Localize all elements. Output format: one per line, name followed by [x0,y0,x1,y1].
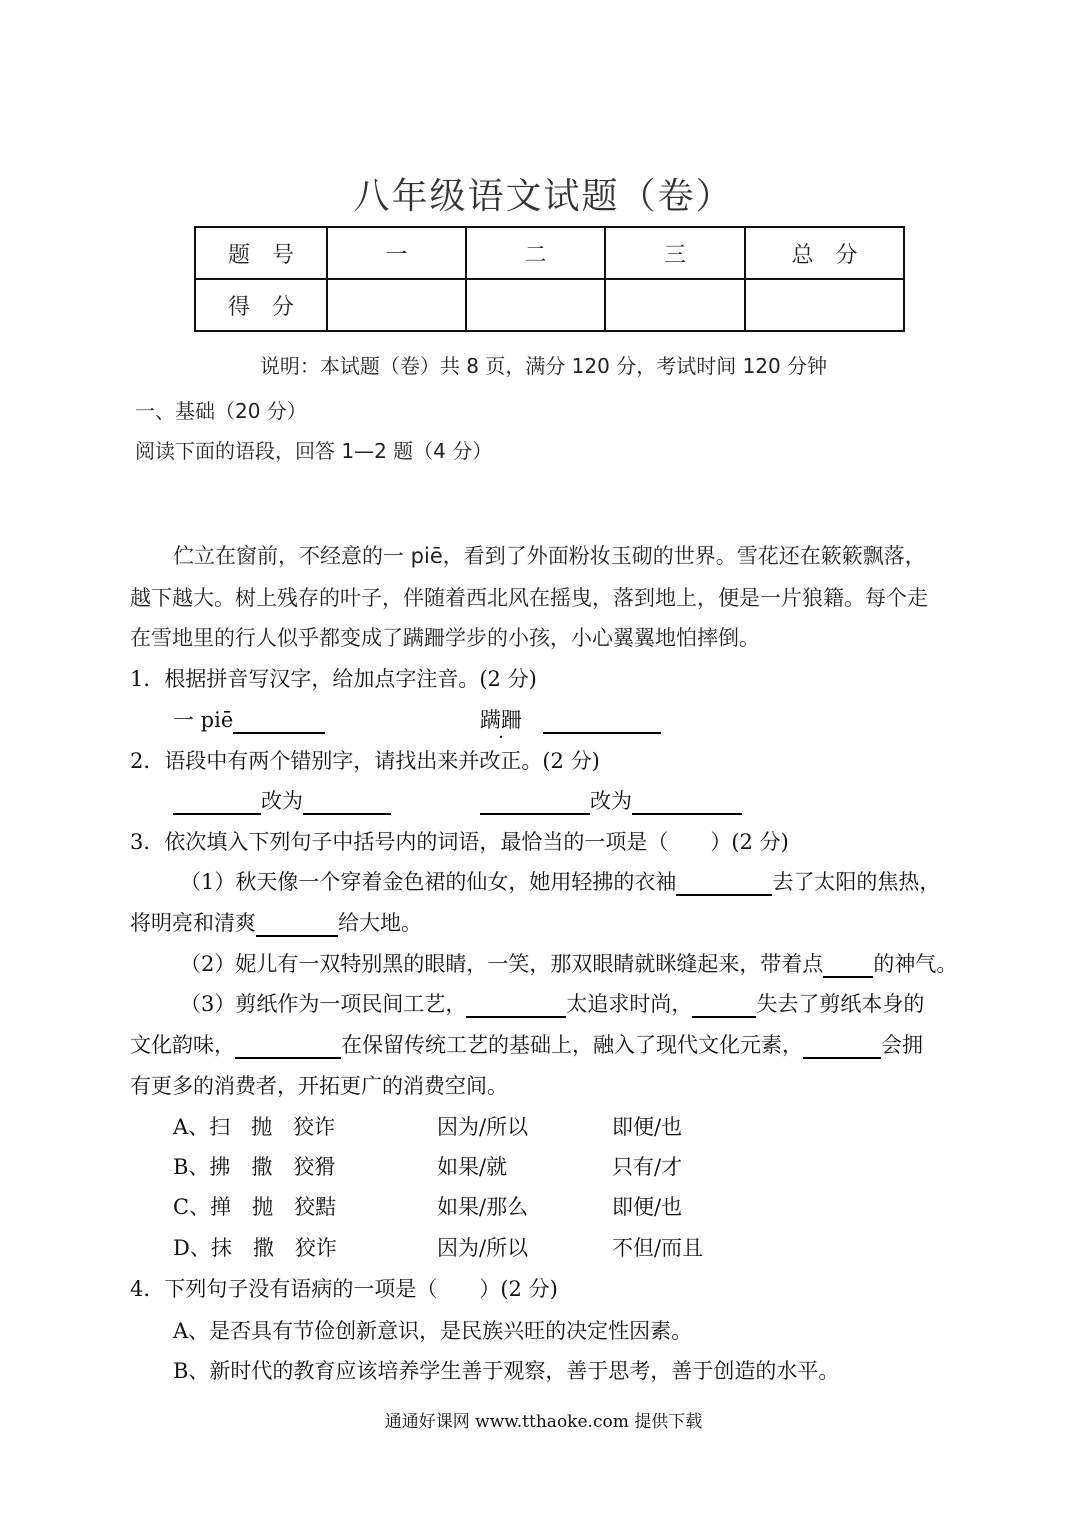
answer-blank[interactable] [256,913,338,937]
answer-blank[interactable] [823,954,873,978]
change-label: 改为 [590,789,632,813]
sentence-text: （1）秋天像一个穿着金色裙的仙女，她用轻拂的衣袖 [180,870,677,894]
question-3-sentence-1 [180,866,940,896]
score-table [194,226,905,332]
score-cell [745,279,904,331]
option-a-conj-2: 即便/也 [612,1115,683,1139]
question-4-stem: 4．下列句子没有语病的一项是（ ）(2 分) [130,1277,558,1301]
answer-blank[interactable] [303,791,391,815]
pinyin-prompt: 一 piē [173,708,234,732]
option-a-conj-1: 因为/所以 [437,1115,529,1139]
option-b-conj-2: 只有/才 [612,1155,683,1179]
option-a-words[interactable]: A、扫 抛 狡诈 [173,1115,336,1139]
score-table-header-row [195,227,904,279]
score-header-cell: 总 分 [745,227,904,279]
section-intro: 阅读下面的语段，回答 1—2 题（4 分） [135,439,493,463]
question-2-stem: 2．语段中有两个错别字，请找出来并改正。(2 分) [130,749,600,773]
option-d-conj-2: 不但/而且 [612,1236,704,1260]
sentence-text: （2）妮儿有一双特别黑的眼睛，一笑，那双眼睛就眯缝起来，带着点 [180,952,824,976]
sentence-text: 的神气。 [873,952,958,976]
option-c-conj-2: 即便/也 [612,1195,683,1219]
question-3-sentence-3-cont [130,1029,923,1059]
option-d-conj-1: 因为/所以 [437,1236,529,1260]
option-b-conj-1: 如果/就 [437,1155,508,1179]
exam-note: 说明：本试题（卷）共 8 页，满分 120 分，考试时间 120 分钟 [259,354,828,378]
score-table-score-row [195,279,904,331]
sentence-text: 给大地。 [338,911,422,935]
answer-blank[interactable] [233,710,325,734]
sentence-text: 在保留传统工艺的基础上，融入了现代文化元素， [341,1033,803,1057]
sentence-text: 会拥 [881,1033,923,1057]
question-3-sentence-3-end: 有更多的消费者，开拓更广的消费空间。 [130,1074,508,1098]
score-header-cell: 题 号 [195,227,327,279]
answer-blank[interactable] [803,1035,881,1059]
page-title: 八年级语文试题（卷） [353,176,734,217]
question-4-option-a[interactable]: A、是否具有节俭创新意识，是民族兴旺的决定性因素。 [173,1319,693,1343]
score-header-cell: 三 [605,227,745,279]
score-cell [466,279,605,331]
question-1-part-b [480,704,661,734]
question-3-sentence-1-cont [130,907,422,937]
question-1-stem: 1．根据拼音写汉字，给加点字注音。(2 分) [130,667,537,691]
answer-blank[interactable] [676,872,772,896]
question-3-stem: 3．依次填入下列句子中括号内的词语，最恰当的一项是（ ）(2 分) [130,830,789,854]
score-header-cell: 一 [327,227,466,279]
answer-blank[interactable] [543,710,661,734]
sentence-text: 文化韵味， [130,1033,235,1057]
passage-line: 在雪地里的行人似乎都变成了蹒跚学步的小孩，小心翼翼地怕摔倒。 [130,626,760,650]
question-4-option-b[interactable]: B、新时代的教育应该培养学生善于观察，善于思考，善于创造的水平。 [173,1359,840,1383]
sentence-text: 失去了剪纸本身的 [756,992,925,1016]
score-header-cell: 二 [466,227,605,279]
question-1-part-a [173,704,325,734]
option-c-conj-1: 如果/那么 [437,1195,529,1219]
option-b-words[interactable]: B、拂 撒 狡猾 [173,1155,336,1179]
answer-blank[interactable] [692,994,756,1018]
dotted-word: 蹒跚 [480,708,522,732]
answer-blank[interactable] [173,791,261,815]
section-heading: 一、基础（20 分） [135,399,307,423]
answer-blank[interactable] [480,791,590,815]
option-d-words[interactable]: D、抹 撒 狡诈 [173,1236,337,1260]
passage-line: 伫立在窗前，不经意的一 piē，看到了外面粉妆玉砌的世界。雪花还在簌簌飘落， [173,544,926,568]
option-c-words[interactable]: C、掸 抛 狡黠 [173,1195,337,1219]
question-3-sentence-3 [180,988,924,1018]
sentence-text: （3）剪纸作为一项民间工艺， [180,992,467,1016]
sentence-text: 将明亮和清爽 [130,911,256,935]
page-footer: 通通好课网 www.tthaoke.com 提供下载 [384,1412,703,1432]
question-3-sentence-2 [180,948,957,978]
answer-blank[interactable] [632,791,742,815]
sentence-text: 太追求时尚， [566,992,693,1016]
passage-line: 越下越大。树上残存的叶子，伴随着西北风在摇曳，落到地上，便是一片狼籍。每个走 [130,586,928,610]
answer-blank[interactable] [466,994,566,1018]
score-cell [327,279,466,331]
change-label: 改为 [261,789,303,813]
question-2-fix-1 [173,785,391,815]
score-row-label: 得 分 [195,279,327,331]
question-2-fix-2 [480,785,742,815]
sentence-text: 去了太阳的焦热， [772,870,941,894]
answer-blank[interactable] [235,1035,341,1059]
score-cell [605,279,745,331]
